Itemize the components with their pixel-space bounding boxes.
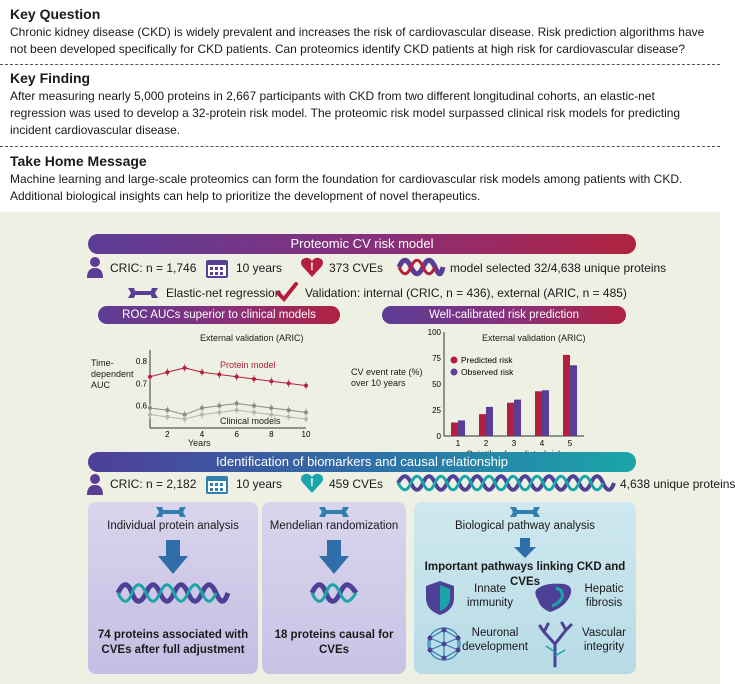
key-finding-text: After measuring nearly 5,000 proteins in 2,667 participants with CKD from two different longitudinal cohorts, an elastic-net regression was used to develop a 32-protein risk model. The proteomic risk model surpassed clinical risk models for predicting incident cardiovascular disease.: [10, 89, 681, 137]
neuron-icon: [424, 624, 464, 664]
protein-helix-icon: [312, 582, 356, 604]
model-cohort: CRIC: n = 1,746: [110, 261, 197, 275]
bar: [507, 403, 514, 436]
y-tick-label: 0.8: [135, 357, 147, 367]
roc-xlabel: Years: [188, 438, 211, 448]
data-point: [287, 381, 291, 385]
heart-icon: [300, 472, 324, 494]
bar: [514, 400, 521, 436]
pathway-item-vascular: Vascular integrity: [582, 627, 626, 653]
pathway-item-innate: Innate immunity: [466, 583, 513, 609]
down-arrow-icon: [158, 540, 188, 574]
bio-cohort: CRIC: n = 2,182: [110, 477, 197, 491]
wrench-icon: [319, 506, 349, 518]
data-point: [183, 417, 187, 421]
calib-banner: Well-calibrated risk prediction: [382, 306, 626, 324]
mendelian-title: Mendelian randomization: [269, 520, 399, 532]
person-icon: [86, 256, 104, 278]
calib-ylabel: CV event rate (%) over 10 years: [351, 367, 423, 388]
bio-cves: 459 CVEs: [329, 477, 384, 491]
clinical-models-label: Clinical models: [220, 416, 281, 426]
bar: [563, 355, 570, 436]
data-point: [148, 375, 152, 379]
take-home-heading: Take Home Message: [10, 153, 147, 169]
data-point: [269, 379, 273, 383]
roc-ylabel: Time- dependent AUC: [91, 358, 134, 390]
data-point: [217, 373, 221, 377]
bio-proteins: 4,638 unique proteins: [620, 477, 735, 491]
x-tick-label: 2: [165, 430, 170, 439]
bar: [535, 391, 542, 436]
protein-helix-icon: [397, 258, 445, 276]
data-point: [304, 410, 308, 414]
bar: [542, 390, 549, 436]
calibration-chart: [420, 324, 590, 448]
data-point: [304, 417, 308, 421]
y-tick-label: 50: [432, 380, 441, 389]
legend-label: Predicted risk: [461, 355, 513, 365]
graphical-abstract-panel: [0, 212, 735, 684]
x-tick-label: 4: [539, 439, 545, 448]
roc-chart: [128, 342, 318, 442]
data-point: [304, 384, 308, 388]
x-tick-label: 8: [269, 430, 274, 439]
x-tick-label: 3: [511, 439, 517, 448]
bar: [570, 365, 577, 436]
data-point: [252, 404, 256, 408]
take-home-text: Machine learning and large-scale proteomics can form the foundation for cardiovascular risk models among patients with CKD. Additional biological insights can help to prioritize the development of novel therapeutics.: [10, 172, 683, 203]
svg-text:!: !: [310, 261, 314, 273]
model-cves: 373 CVEs: [329, 261, 384, 275]
data-point: [235, 408, 239, 412]
data-point: [165, 408, 169, 412]
pathway-card: [414, 502, 636, 674]
model-proteins: model selected 32/4,638 unique proteins: [450, 261, 667, 275]
wrench-icon: [510, 506, 540, 518]
data-point: [200, 413, 204, 417]
legend-marker: [451, 369, 458, 376]
data-point: [287, 415, 291, 419]
mendelian-result: 18 proteins causal for CVEs: [274, 629, 394, 656]
bar: [451, 422, 458, 436]
x-tick-label: 5: [567, 439, 573, 448]
shield-icon: [424, 580, 456, 616]
x-tick-label: 6: [234, 430, 239, 439]
mendelian-card: [262, 502, 406, 674]
model-banner: Proteomic CV risk model: [88, 234, 636, 254]
x-tick-label: 10: [301, 430, 311, 439]
model-method: Elastic-net regression: [166, 286, 282, 300]
key-question-heading: Key Question: [10, 6, 101, 22]
wrench-icon: [156, 506, 186, 518]
y-tick-label: 75: [432, 354, 441, 363]
series-line: [150, 368, 306, 386]
data-point: [200, 406, 204, 410]
pathway-item-hepatic: Hepatic fibrosis: [584, 583, 624, 609]
y-tick-label: 25: [432, 406, 441, 415]
data-point: [269, 406, 273, 410]
key-question-text: Chronic kidney disease (CKD) is widely prevalent and increases the risk of cardiovascular disease. Risk prediction algorithms have not been developed specifically for CKD patients. Can proteomics identify CKD patients at high risk for cardiovascular disease?: [10, 25, 705, 56]
data-point: [287, 408, 291, 412]
bar: [479, 414, 486, 436]
pathway-item-neuronal: Neuronal development: [462, 627, 528, 653]
divider: [0, 146, 720, 147]
individual-result: 74 proteins associated with CVEs after full adjustment: [97, 629, 249, 656]
data-point: [165, 415, 169, 419]
down-arrow-icon: [514, 538, 536, 558]
x-tick-label: 4: [199, 430, 205, 439]
x-tick-label: 2: [483, 439, 489, 448]
checkmark-icon: [276, 282, 298, 302]
individual-title: Individual protein analysis: [107, 520, 239, 532]
down-arrow-icon: [319, 540, 349, 574]
calendar-icon: [205, 257, 229, 279]
y-tick-label: 100: [427, 328, 441, 337]
individual-protein-card: [88, 502, 258, 674]
data-point: [183, 366, 187, 370]
roc-subtitle: External validation (ARIC): [200, 333, 304, 343]
protein-model-label: Protein model: [220, 360, 276, 370]
data-point: [252, 377, 256, 381]
person-icon: [86, 473, 104, 495]
data-point: [252, 410, 256, 414]
y-tick-label: 0: [436, 432, 441, 441]
data-point: [165, 370, 169, 374]
x-tick-label: 1: [455, 439, 461, 448]
calib-subtitle: External validation (ARIC): [482, 333, 586, 343]
vessel-icon: [538, 622, 572, 666]
data-point: [217, 404, 221, 408]
data-point: [235, 375, 239, 379]
series-line: [150, 403, 306, 414]
data-point: [235, 401, 239, 405]
biomarkers-banner: Identification of biomarkers and causal relationship: [88, 452, 636, 472]
data-point: [148, 413, 152, 417]
y-tick-label: 0.7: [135, 379, 147, 389]
svg-text:!: !: [310, 477, 314, 489]
data-point: [217, 410, 221, 414]
data-point: [148, 406, 152, 410]
roc-banner: ROC AUCs superior to clinical models: [98, 306, 340, 324]
data-point: [200, 370, 204, 374]
bio-years: 10 years: [236, 477, 283, 491]
key-finding-heading: Key Finding: [10, 70, 91, 86]
model-years: 10 years: [236, 261, 283, 275]
legend-marker: [451, 357, 458, 364]
bar: [458, 420, 465, 436]
model-validation: Validation: internal (CRIC, n = 436), external (ARIC, n = 485): [305, 286, 627, 300]
pathway-subtitle: Important pathways linking CKD and CVEs: [424, 561, 626, 588]
bar: [486, 407, 493, 436]
liver-icon: [534, 582, 574, 614]
y-tick-label: 0.6: [135, 401, 147, 411]
divider: [0, 64, 720, 65]
pathway-title: Biological pathway analysis: [455, 520, 595, 532]
heart-icon: [300, 256, 324, 278]
protein-helix-icon: [398, 474, 614, 492]
wrench-icon: [128, 286, 158, 300]
protein-helix-icon: [118, 582, 228, 604]
calendar-icon: [205, 473, 229, 495]
legend-label: Observed risk: [461, 367, 514, 377]
